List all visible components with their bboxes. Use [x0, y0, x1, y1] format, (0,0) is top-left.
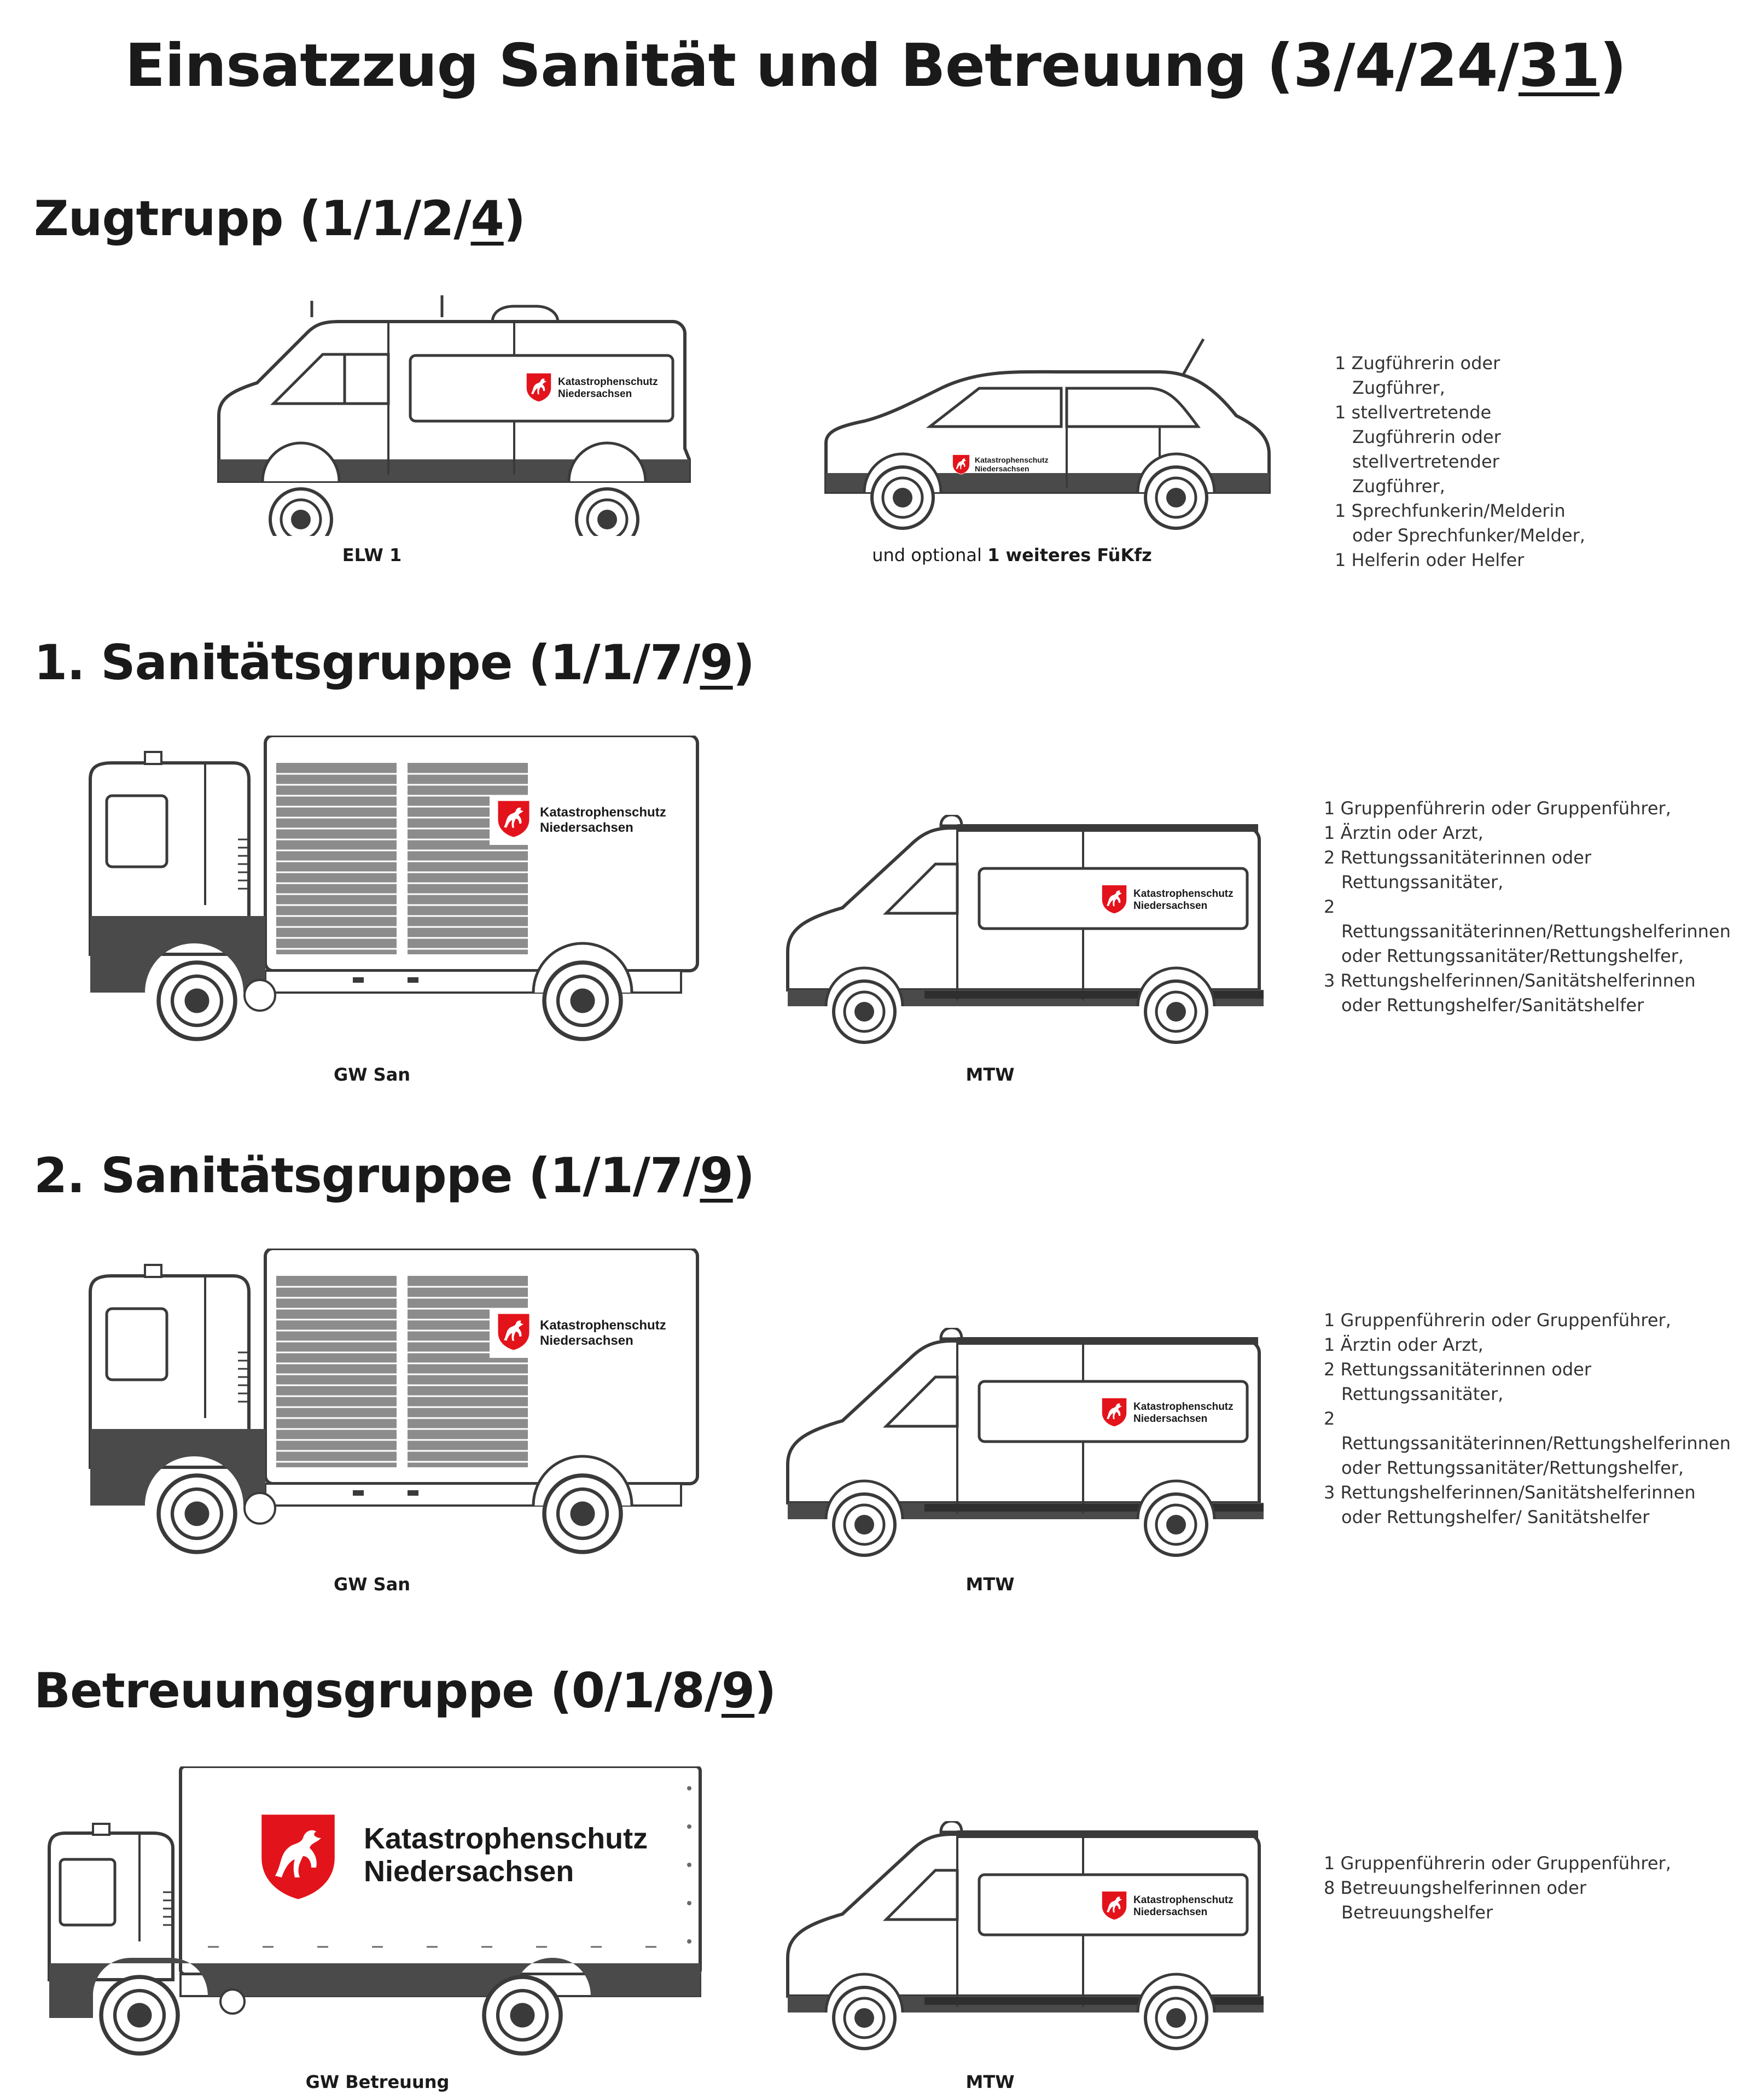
wheel-icon	[834, 981, 895, 1042]
list-item: 1 Gruppenführerin oder Gruppenführer,	[1324, 1310, 1671, 1331]
wheel-icon	[1145, 1987, 1207, 2049]
list-item: 1 Sprechfunkerin/Melderin oder Sprechfunker/Melder,	[1335, 500, 1585, 546]
svg-text:Niedersachsen: Niedersachsen	[540, 1333, 633, 1348]
caption-gw-san-2: GW San	[333, 1574, 411, 1595]
svg-text:Niedersachsen: Niedersachsen	[364, 1855, 574, 1888]
caption-mtw-3: MTW	[965, 2072, 1015, 2092]
gw-san-vehicle-drawing-2	[79, 1249, 703, 1571]
svg-text:Katastrophenschutz: Katastrophenschutz	[1133, 1401, 1234, 1413]
elw1-vehicle-drawing	[208, 284, 700, 536]
wheel-icon	[270, 489, 331, 536]
svg-text:Niedersachsen: Niedersachsen	[1133, 900, 1208, 912]
wheel-icon	[1145, 467, 1207, 528]
svg-text:Katastrophenschutz: Katastrophenschutz	[364, 1822, 648, 1855]
svg-text:Katastrophenschutz: Katastrophenschutz	[975, 456, 1049, 464]
svg-text:Katastrophenschutz: Katastrophenschutz	[540, 1318, 666, 1333]
svg-text:Katastrophenschutz: Katastrophenschutz	[558, 376, 658, 388]
roster-betreuungsgruppe	[1324, 1851, 1707, 1925]
wheel-icon	[159, 962, 235, 1039]
wheel-icon	[544, 962, 621, 1039]
svg-text:Niedersachsen: Niedersachsen	[1133, 1906, 1208, 1918]
list-item: 1 Zugführerin oder Zugführer,	[1335, 353, 1500, 398]
wheel-icon	[1145, 1494, 1207, 1555]
list-item: 8 Betreuungshelferinnen oder Betreuungshelfer	[1324, 1877, 1586, 1923]
list-item: 1 Gruppenführerin oder Gruppenführer,	[1324, 1853, 1671, 1874]
caption-elw1: ELW 1	[342, 545, 402, 565]
roster-sanitaetsgruppe-2	[1324, 1308, 1731, 1530]
section-title-sanitaetsgruppe-2: 2. Sanitätsgruppe (1/1/7/9)	[34, 1147, 754, 1204]
svg-text:Niedersachsen: Niedersachsen	[558, 388, 632, 400]
list-item: 2 Rettungssanitäterinnen/Rettungshelferinnen oder Rettungssanitäter/Rettungshelfer,	[1324, 896, 1731, 966]
gw-san-vehicle-drawing-1	[79, 736, 703, 1058]
caption-mtw-1: MTW	[965, 1064, 1015, 1085]
list-item: 3 Rettungshelferinnen/Sanitätshelferinnen oder Rettungshelfer/ Sanitätshelfer	[1324, 1482, 1696, 1527]
roster-zugtrupp	[1335, 351, 1597, 573]
wheel-icon	[834, 1987, 895, 2049]
list-item: 1 Gruppenführerin oder Gruppenführer,	[1324, 798, 1671, 819]
wheel-icon	[544, 1475, 621, 1552]
mtw-vehicle-drawing-2	[782, 1328, 1275, 1563]
svg-text:Niedersachsen: Niedersachsen	[975, 464, 1029, 473]
list-item: 2 Rettungssanitäterinnen oder Rettungssanitäter,	[1324, 1359, 1591, 1404]
fuekfz-vehicle-drawing	[821, 334, 1280, 536]
caption-gw-betreuung: GW Betreuung	[305, 2072, 450, 2092]
page-title: Einsatzzug Sanität und Betreuung (3/4/24/31)	[125, 32, 1626, 100]
wheel-icon	[159, 1475, 235, 1552]
section-title-zugtrupp: Zugtrupp (1/1/2/4)	[34, 190, 525, 247]
caption-fuekfz: und optional 1 weiteres FüKfz	[872, 545, 1152, 565]
list-item: 1 stellvertretende Zugführerin oder stellvertretender Zugführer,	[1335, 402, 1501, 497]
caption-mtw-2: MTW	[965, 1574, 1015, 1595]
caption-gw-san-1: GW San	[333, 1064, 411, 1085]
svg-text:Katastrophenschutz: Katastrophenschutz	[1133, 888, 1234, 900]
list-item: 3 Rettungshelferinnen/Sanitätshelferinnen oder Rettungshelfer/Sanitätshelfer	[1324, 970, 1696, 1016]
list-item: 1 Helferin oder Helfer	[1335, 550, 1525, 570]
wheel-icon	[101, 1977, 178, 2054]
svg-text:Katastrophenschutz: Katastrophenschutz	[540, 805, 666, 820]
list-item: 2 Rettungssanitäterinnen oder Rettungssanitäter,	[1324, 847, 1591, 892]
wheel-icon	[484, 1977, 561, 2054]
wheel-icon	[834, 1494, 895, 1555]
section-title-sanitaetsgruppe-1: 1. Sanitätsgruppe (1/1/7/9)	[34, 634, 754, 691]
mtw-vehicle-drawing-1	[782, 815, 1275, 1050]
wheel-icon	[1145, 981, 1207, 1042]
mtw-vehicle-drawing-3	[782, 1821, 1275, 2056]
section-title-betreuungsgruppe: Betreuungsgruppe (0/1/8/9)	[34, 1662, 776, 1719]
wheel-icon	[872, 467, 933, 528]
svg-text:Niedersachsen: Niedersachsen	[540, 820, 633, 835]
list-item: 1 Ärztin oder Arzt,	[1324, 1334, 1484, 1355]
gw-betreuung-vehicle-drawing	[44, 1766, 711, 2073]
svg-text:Katastrophenschutz: Katastrophenschutz	[1133, 1894, 1234, 1906]
svg-text:Niedersachsen: Niedersachsen	[1133, 1413, 1208, 1425]
wheel-icon	[577, 489, 638, 536]
roster-sanitaetsgruppe-1	[1324, 796, 1731, 1018]
list-item: 1 Ärztin oder Arzt,	[1324, 822, 1484, 843]
list-item: 2 Rettungssanitäterinnen/Rettungshelferinnen oder Rettungssanitäter/Rettungshelfer,	[1324, 1408, 1731, 1478]
